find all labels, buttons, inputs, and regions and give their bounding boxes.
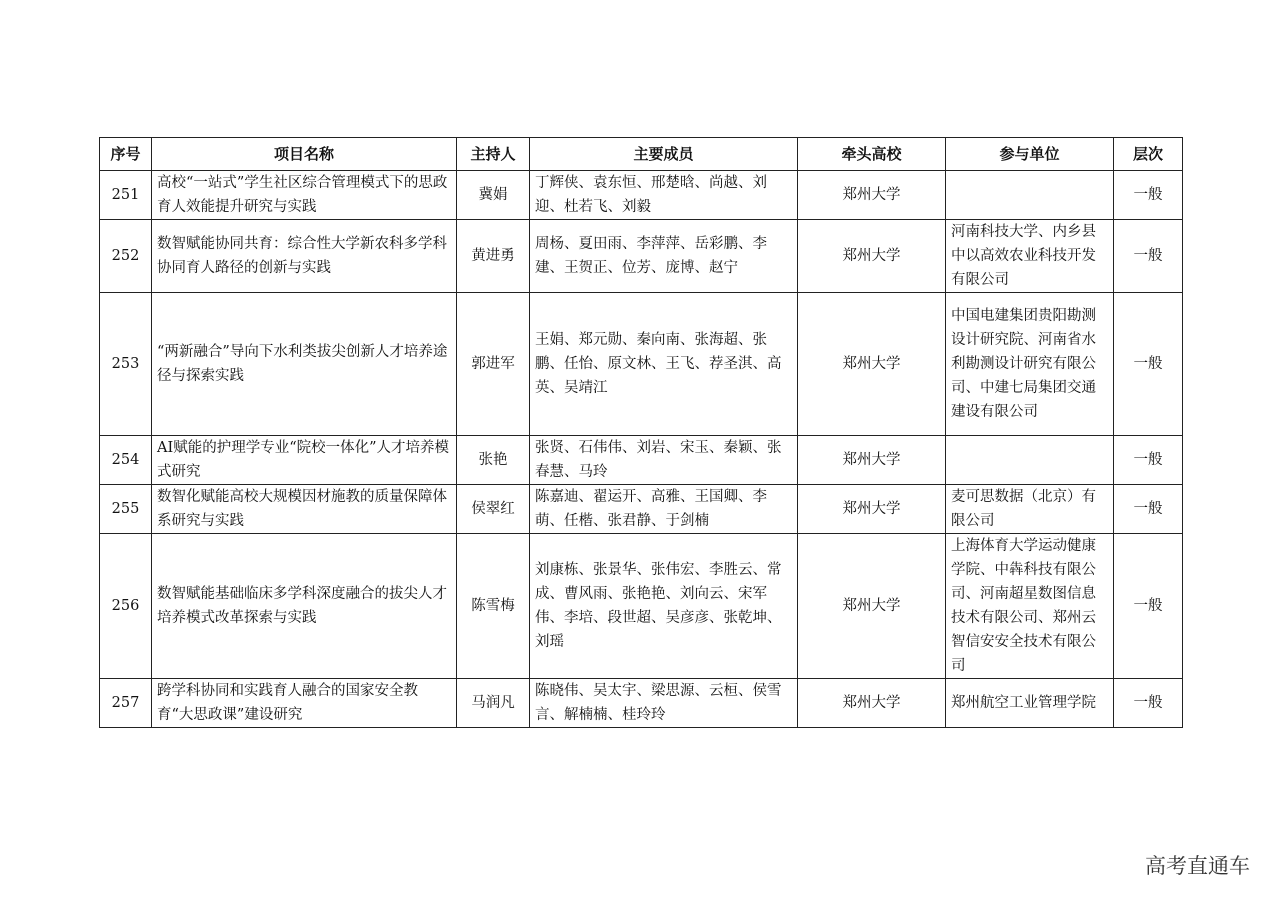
cell-level: 一般 [1114, 679, 1183, 728]
table-row [100, 293, 1183, 436]
cell-project: 高校“一站式”学生社区综合管理模式下的思政育人效能提升研究与实践 [152, 171, 457, 220]
cell-lead-school: 郑州大学 [798, 534, 946, 679]
cell-project: 跨学科协同和实践育人融合的国家安全教育“大思政课”建设研究 [152, 679, 457, 728]
cell-level: 一般 [1114, 293, 1183, 436]
cell-lead-school: 郑州大学 [798, 436, 946, 485]
cell-lead-school: 郑州大学 [798, 679, 946, 728]
cell-no: 255 [100, 485, 152, 534]
header-host: 主持人 [457, 138, 530, 171]
cell-host: 冀娟 [457, 171, 530, 220]
cell-no: 253 [100, 293, 152, 436]
header-project: 项目名称 [152, 138, 457, 171]
header-lead-school: 牵头高校 [798, 138, 946, 171]
cell-partners [946, 171, 1114, 220]
cell-members: 刘康栋、张景华、张伟宏、李胜云、常成、曹风雨、张艳艳、刘向云、宋军伟、李培、段世超、吴彦彦、张乾坤、刘瑶 [530, 534, 798, 679]
cell-host: 张艳 [457, 436, 530, 485]
cell-partners: 中国电建集团贵阳勘测设计研究院、河南省水利勘测设计研究有限公司、中建七局集团交通建设有限公司 [946, 293, 1114, 436]
cell-members: 张贤、石伟伟、刘岩、宋玉、秦颖、张春慧、马玲 [530, 436, 798, 485]
cell-host: 马润凡 [457, 679, 530, 728]
table-row [100, 220, 1183, 293]
header-members: 主要成员 [530, 138, 798, 171]
cell-partners: 麦可思数据（北京）有限公司 [946, 485, 1114, 534]
cell-host: 郭进军 [457, 293, 530, 436]
cell-lead-school: 郑州大学 [798, 171, 946, 220]
cell-project: AI赋能的护理学专业“院校一体化”人才培养模式研究 [152, 436, 457, 485]
cell-level: 一般 [1114, 436, 1183, 485]
cell-host: 黄进勇 [457, 220, 530, 293]
cell-no: 254 [100, 436, 152, 485]
cell-level: 一般 [1114, 534, 1183, 679]
cell-lead-school: 郑州大学 [798, 293, 946, 436]
cell-level: 一般 [1114, 171, 1183, 220]
table-row [100, 485, 1183, 534]
project-table [99, 137, 1183, 728]
cell-members: 陈晓伟、吴太宇、梁思源、云桓、侯雪言、解楠楠、桂玲玲 [530, 679, 798, 728]
header-no: 序号 [100, 138, 152, 171]
cell-members: 陈嘉迪、翟运开、高雅、王国卿、李萌、任楷、张君静、于剑楠 [530, 485, 798, 534]
cell-host: 侯翠红 [457, 485, 530, 534]
cell-partners: 上海体育大学运动健康学院、中犇科技有限公司、河南超星数图信息技术有限公司、郑州云智信安安全技术有限公司 [946, 534, 1114, 679]
table-row [100, 171, 1183, 220]
table-header-row [100, 138, 1183, 171]
table-row [100, 436, 1183, 485]
cell-host: 陈雪梅 [457, 534, 530, 679]
cell-members: 丁辉侠、袁东恒、邢楚晗、尚越、刘迎、杜若飞、刘毅 [530, 171, 798, 220]
header-level: 层次 [1114, 138, 1183, 171]
cell-project: “两新融合”导向下水利类拔尖创新人才培养途径与探索实践 [152, 293, 457, 436]
cell-project: 数智赋能基础临床多学科深度融合的拔尖人才培养模式改革探索与实践 [152, 534, 457, 679]
header-partners: 参与单位 [946, 138, 1114, 171]
cell-members: 王娟、郑元勋、秦向南、张海超、张鹏、任怡、原文林、王飞、荐圣淇、高英、吴靖江 [530, 293, 798, 436]
table-row [100, 534, 1183, 679]
cell-no: 257 [100, 679, 152, 728]
cell-project: 数智赋能协同共育：综合性大学新农科多学科协同育人路径的创新与实践 [152, 220, 457, 293]
cell-level: 一般 [1114, 220, 1183, 293]
cell-level: 一般 [1114, 485, 1183, 534]
cell-lead-school: 郑州大学 [798, 485, 946, 534]
cell-project: 数智化赋能高校大规模因材施教的质量保障体系研究与实践 [152, 485, 457, 534]
cell-members: 周杨、夏田雨、李萍萍、岳彩鹏、李建、王贺正、位芳、庞博、赵宁 [530, 220, 798, 293]
table-row [100, 679, 1183, 728]
watermark-text: 高考直通车 [1145, 854, 1250, 878]
cell-partners [946, 436, 1114, 485]
cell-no: 252 [100, 220, 152, 293]
cell-partners: 河南科技大学、内乡县中以高效农业科技开发有限公司 [946, 220, 1114, 293]
cell-lead-school: 郑州大学 [798, 220, 946, 293]
cell-partners: 郑州航空工业管理学院 [946, 679, 1114, 728]
cell-no: 256 [100, 534, 152, 679]
cell-no: 251 [100, 171, 152, 220]
